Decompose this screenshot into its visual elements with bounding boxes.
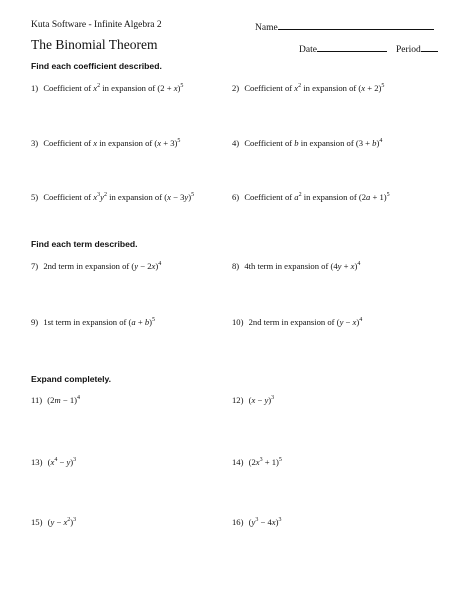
problem-number: 11) — [31, 395, 43, 405]
section-heading-terms: Find each term described. — [31, 239, 138, 249]
problem-number: 8) — [232, 261, 240, 271]
problem-1: 1) Coefficient of $x^2$ in expansion of $(2 + x)^5$ — [31, 83, 184, 93]
problem-number: 13) — [31, 457, 43, 467]
period-blank — [421, 42, 438, 52]
problem-number: 1) — [31, 83, 39, 93]
problem-number: 9) — [31, 317, 39, 327]
problem-number: 7) — [31, 261, 39, 271]
problem-10: 10) 2nd term in expansion of $(y - x)^4$ — [232, 317, 363, 327]
problem-16: 16) $(y^3 - 4x)^3$ — [232, 517, 282, 527]
problem-9: 9) 1st term in expansion of $(a + b)^5$ — [31, 317, 156, 327]
problem-6: 6) Coefficient of $a^2$ in expansion of $(2a + 1)^5$ — [232, 192, 390, 202]
problem-14: 14) $(2x^3 + 1)^5$ — [232, 457, 282, 467]
section-heading-expand: Expand completely. — [31, 374, 112, 384]
problem-11: 11) $(2m - 1)^4$ — [31, 395, 80, 405]
name-blank — [278, 20, 434, 30]
problem-2: 2) Coefficient of $x^2$ in expansion of $(x + 2)^5$ — [232, 83, 385, 93]
problem-5: 5) Coefficient of $x^3y^2$ in expansion of $(x - 3y)^5$ — [31, 192, 195, 202]
problem-3: 3) Coefficient of x in expansion of $(x + 3)^5$ — [31, 138, 181, 148]
problem-7: 7) 2nd term in expansion of $(y - 2x)^4$ — [31, 261, 162, 271]
source-label: Kuta Software - Infinite Algebra 2 — [31, 20, 162, 30]
name-field — [255, 20, 434, 33]
date-blank — [317, 42, 387, 52]
problem-number: 12) — [232, 395, 244, 405]
problem-number: 15) — [31, 517, 43, 527]
problem-number: 5) — [31, 192, 39, 202]
problem-number: 2) — [232, 83, 240, 93]
period-label: Period — [396, 45, 421, 55]
problem-number: 3) — [31, 138, 39, 148]
problem-8: 8) 4th term in expansion of $(4y + x)^4$ — [232, 261, 361, 271]
section-heading-coefficients: Find each coefficient described. — [31, 61, 162, 71]
problem-4: 4) Coefficient of b in expansion of $(3 + b)^4$ — [232, 138, 383, 148]
date-field — [299, 42, 387, 55]
problem-number: 16) — [232, 517, 244, 527]
name-label: Name — [255, 23, 278, 33]
problem-12: 12) $(x - y)^3$ — [232, 395, 275, 405]
problem-number: 14) — [232, 457, 244, 467]
page-title: The Binomial Theorem — [31, 37, 158, 52]
problem-number: 10) — [232, 317, 244, 327]
date-label: Date — [299, 45, 317, 55]
problem-15: 15) $(y - x^2)^3$ — [31, 517, 77, 527]
problem-number: 4) — [232, 138, 240, 148]
period-field — [396, 42, 438, 55]
problem-number: 6) — [232, 192, 240, 202]
problem-13: 13) $(x^4 - y)^3$ — [31, 457, 77, 467]
